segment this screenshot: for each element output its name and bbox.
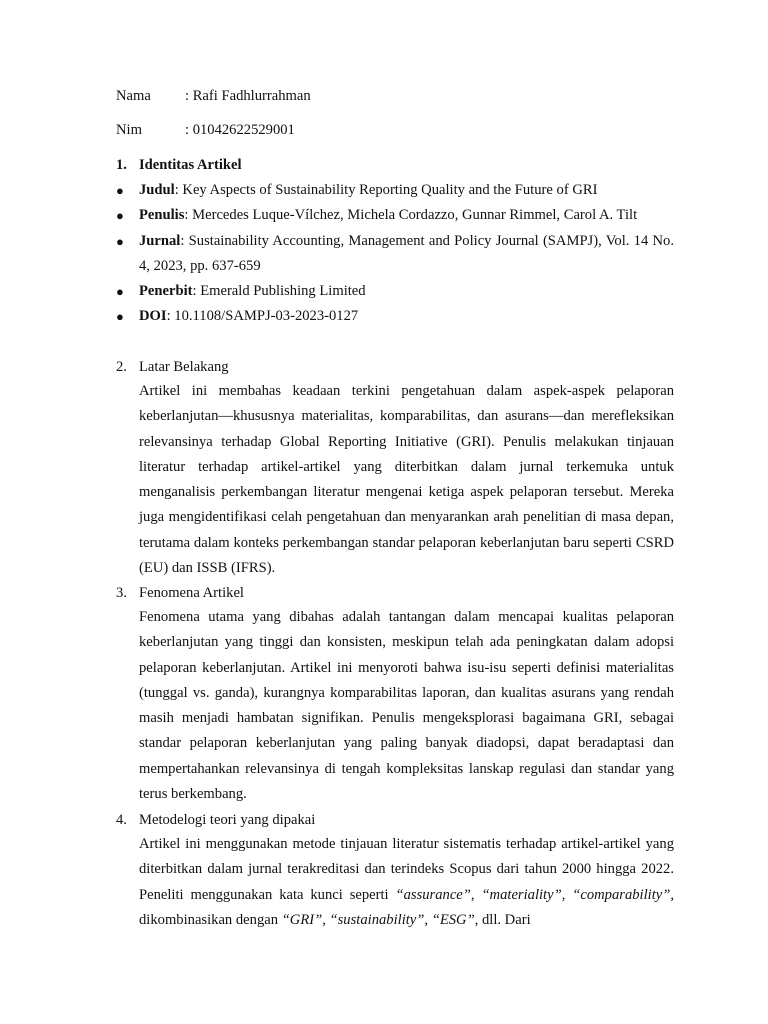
section3-body: Fenomena utama yang dibahas adalah tantangan dalam mencapai kualitas pelaporan keberlanjutan yang tinggi dan konsisten, meskipun telah ada peningkatan dalam adopsi pelaporan keberlanjutan. Artikel ini menyoroti bahwa isu-isu seperti definisi materialitas (tunggal vs. ganda), kurangnya komparabilitas laporan, dan kualitas asurans yang rendah masih menjadi hambatan signifikan. Penulis mengeksplorasi bagaimana GRI, sebagai standar pelaporan keberlanjutan yang paling banyak diadopsi, dapat beradaptasi dan mempertahankan relevansinya di tengah kompleksitas lanskap regulasi dan standar yang terus berkembang. xyxy=(139,609,674,803)
bullet-icon: ● xyxy=(116,183,124,198)
section4-text: , dikombinasikan dengan xyxy=(139,886,675,928)
bullet-icon: ● xyxy=(116,284,124,299)
section2-heading xyxy=(116,357,229,377)
separator: , xyxy=(424,911,432,928)
keyword-comparability: “comparability” xyxy=(572,886,671,903)
item-text: : Key Aspects of Sustainability Reporting Quality and the Future of GRI xyxy=(174,182,598,198)
nim-field xyxy=(116,120,295,140)
section4-body xyxy=(139,832,674,933)
bullet-icon: ● xyxy=(116,234,124,249)
keyword-assurance: “assurance” xyxy=(395,886,471,903)
section4-number: 4. xyxy=(116,812,127,828)
section2-title: Latar Belakang xyxy=(139,359,229,375)
item-label: Judul xyxy=(139,182,175,198)
separator: , xyxy=(470,886,482,903)
name-label: Nama xyxy=(116,88,151,104)
item-label: Jurnal xyxy=(139,233,181,249)
name-field xyxy=(116,86,311,106)
section1-heading xyxy=(116,155,242,175)
list-item-jurnal xyxy=(116,229,674,279)
section4-text: , dll. Dari xyxy=(474,911,531,928)
section2-number: 2. xyxy=(116,359,127,375)
list-item-judul xyxy=(116,178,674,203)
section1-number: 1. xyxy=(116,157,127,173)
list-item-penulis xyxy=(116,203,674,228)
item-text: : 10.1108/SAMPJ-03-2023-0127 xyxy=(166,308,359,324)
separator: , xyxy=(561,886,573,903)
keyword-esg: “ESG” xyxy=(431,911,475,928)
section3-number: 3. xyxy=(116,585,127,601)
item-text: : Sustainability Accounting, Management and Policy Journal (SAMPJ), Vol. 14 No. 4, 2023, pp. 637-659 xyxy=(139,233,674,274)
item-label: Penulis xyxy=(139,207,185,223)
keyword-materiality: “materiality” xyxy=(481,886,562,903)
item-text: : Mercedes Luque-Vílchez, Michela Cordazzo, Gunnar Rimmel, Carol A. Tilt xyxy=(184,207,638,223)
bullet-icon: ● xyxy=(116,208,124,223)
name-value: : Rafi Fadhlurrahman xyxy=(185,88,311,104)
item-text: : Emerald Publishing Limited xyxy=(192,283,366,299)
keyword-gri: “GRI” xyxy=(281,911,323,928)
section4-title: Metodelogi teori yang dipakai xyxy=(139,812,316,828)
section4-text: Artikel ini menggunakan metode tinjauan literatur sistematis terhadap artikel-artikel yang diterbitkan dalam jurnal terakreditasi dan terindeks Scopus dari tahun 2000 hingga 2022. Peneliti menggunakan kata kunci seperti xyxy=(139,836,674,903)
nim-value: : 01042622529001 xyxy=(185,122,295,138)
section4-heading xyxy=(116,810,315,830)
list-item-penerbit xyxy=(116,279,674,304)
section3-heading xyxy=(116,583,244,603)
section2-body: Artikel ini membahas keadaan terkini pengetahuan dalam aspek-aspek pelaporan keberlanjutan—khususnya materialitas, komparabilitas, dan asurans—dan merefleksikan relevansinya terhadap Global Reporting Initiative (GRI). Penulis melakukan tinjauan literatur terhadap artikel-artikel yang diterbitkan dalam jurnal terkemuka untuk menganalisis perkembangan literatur mengenai ketiga aspek pelaporan tersebut. Mereka juga mengidentifikasi celah pengetahuan dan menyarankan arah penelitian di masa depan, terutama dalam konteks perkembangan standar pelaporan keberlanjutan baru seperti CSRD (EU) dan ISSB (IFRS). xyxy=(139,383,674,577)
keyword-sustainability: “sustainability” xyxy=(329,911,425,928)
section3-title: Fenomena Artikel xyxy=(139,585,244,601)
bullet-icon: ● xyxy=(116,309,124,324)
list-item-doi xyxy=(116,304,674,329)
nim-label: Nim xyxy=(116,122,142,138)
separator: , xyxy=(322,911,330,928)
item-label: Penerbit xyxy=(139,283,193,299)
item-label: DOI xyxy=(139,308,167,324)
section1-title: Identitas Artikel xyxy=(139,157,242,173)
